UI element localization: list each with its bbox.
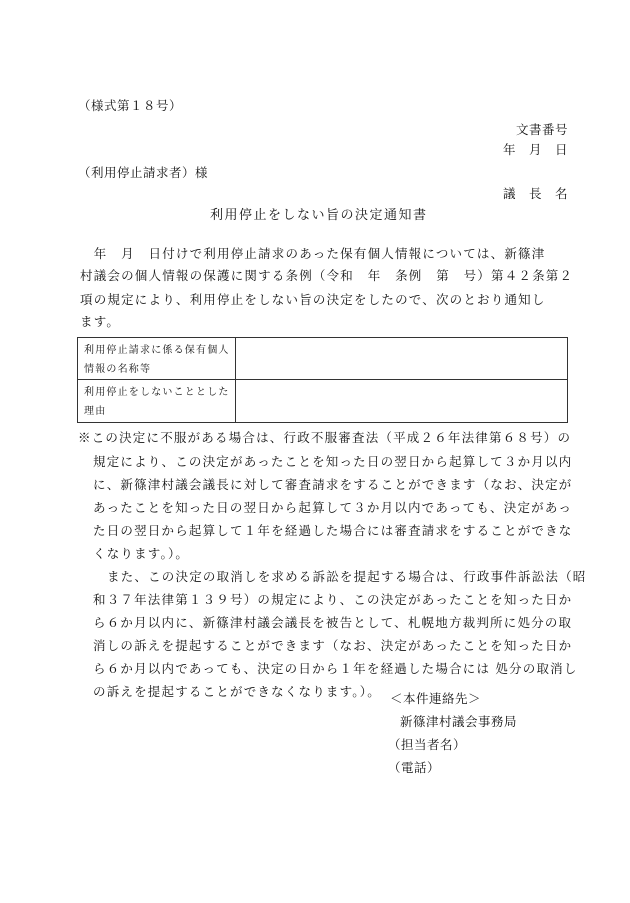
- note-line: ら６か月以内であっても、決定の日から１年を経過した場合には 処分の取消し: [93, 661, 578, 676]
- body-line: ます。: [80, 314, 121, 329]
- note-line: ※この決定に不服がある場合は、行政不服審査法（平成２６年法律第６８号）の: [78, 430, 572, 445]
- sender: 議 長 名: [502, 186, 568, 201]
- note-line: に、新篠津村議会議長に対して審査請求をすることができます（なお、決定が: [93, 477, 573, 492]
- contact-heading: ＜本件連絡先＞: [390, 691, 482, 706]
- note-line: た日の翌日から起算して１年を経過した場合には審査請求をすることができな: [93, 523, 573, 538]
- contact-phone: （電話）: [388, 760, 441, 775]
- note-line: の訴えを提起することができなくなります。）。: [93, 684, 381, 699]
- table-value-info-name: [236, 338, 567, 379]
- contact-office: 新篠津村議会事務局: [400, 714, 518, 729]
- body-line: 項の規定により、利用停止をしない旨の決定をしたので、次のとおり通知し: [80, 292, 546, 307]
- table-value-reason: [236, 380, 567, 422]
- note-line: くなります。）。: [93, 546, 190, 561]
- recipient: （利用停止請求者）様: [78, 165, 209, 180]
- note-line: 規定により、この決定があったことを知った日の翌日から起算して３か月以内: [93, 454, 573, 469]
- note-line: また、この決定の取消しを求める訴訟を提起する場合は、行政事件訴訟法（昭: [107, 569, 587, 584]
- contact-person: （担当者名）: [388, 737, 467, 752]
- table-row: [78, 380, 567, 422]
- note-line: 和３７年法律第１３９号）の規定により、この決定があったことを知った日か: [93, 592, 573, 607]
- info-table: [77, 337, 568, 423]
- note-line: あったことを知った日の翌日から起算して３か月以内であっても、決定があっ: [93, 500, 573, 515]
- table-label-info-name: 利用停止請求に係る保有個人情報の名称等: [78, 338, 236, 379]
- document-title: 利用停止をしない旨の決定通知書: [210, 208, 428, 223]
- table-label-reason: 利用停止をしないこととした理由: [78, 380, 236, 422]
- document-number: 文書番号: [515, 122, 568, 137]
- note-line: 消しの訴えを提起することができます（なお、決定があったことを知った日か: [93, 638, 573, 653]
- note-line: ら６か月以内に、新篠津村議会議長を被告として、札幌地方裁判所に処分の取: [93, 615, 573, 630]
- form-number: （様式第１８号）: [78, 98, 183, 113]
- issue-date: 年 月 日: [502, 142, 568, 157]
- body-line: 村議会の個人情報の保護に関する条例（令和 年 条例 第 号）第４２条第２: [80, 268, 574, 283]
- table-row: [78, 338, 567, 380]
- body-line: 年 月 日付けで利用停止請求のあった保有個人情報については、新篠津: [80, 246, 546, 261]
